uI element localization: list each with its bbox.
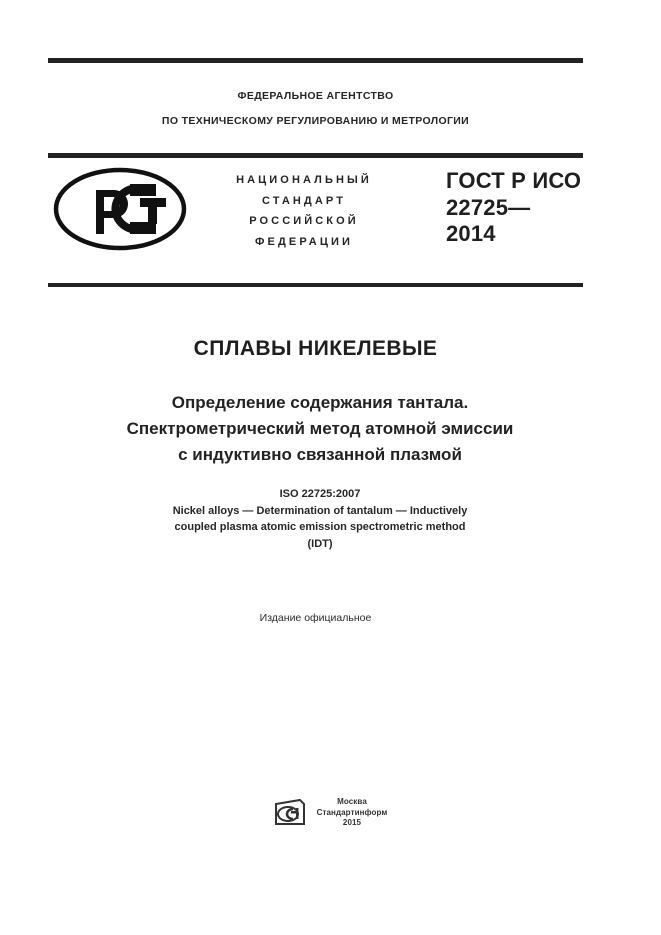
- iso-title-line1: Nickel alloys — Determination of tantalum — Inductively: [172, 504, 468, 517]
- designation-line1: ГОСТ Р ИСО: [446, 168, 582, 193]
- iso-equivalence-degree: (IDT): [307, 537, 333, 550]
- national-standard-line1: НАЦИОНАЛЬНЫЙ: [236, 174, 372, 186]
- designation-line3: 2014: [446, 221, 496, 246]
- iso-title-line2: coupled plasma atomic emission spectrometric method: [174, 521, 466, 533]
- national-standard-label: [196, 170, 412, 252]
- national-standard-line2: СТАНДАРТ: [261, 194, 347, 207]
- document-subtitle: [70, 390, 570, 468]
- publisher-block: [0, 797, 661, 829]
- divider-rule-top: [48, 58, 583, 63]
- iso-reference-number: ISO 22725:2007: [279, 488, 361, 500]
- agency-name-line2: ПО ТЕХНИЧЕСКОМУ РЕГУЛИРОВАНИЮ И МЕТРОЛОГИИ: [161, 115, 470, 127]
- subtitle-line3: с индуктивно связанной плазмой: [178, 445, 462, 464]
- edition-note: Издание официальное: [259, 612, 372, 624]
- rst-emblem-icon: [52, 166, 188, 252]
- iso-reference-block: [70, 486, 570, 552]
- national-standard-line4: ФЕДЕРАЦИИ: [255, 235, 353, 248]
- subtitle-line2: Спектрометрический метод атомной эмиссии: [126, 419, 514, 438]
- standard-designation: [446, 168, 626, 248]
- designation-line2: 22725—: [446, 194, 531, 220]
- divider-rule-middle: [48, 153, 583, 158]
- publisher-name: Стандартинформ: [316, 807, 388, 817]
- divider-rule-bottom: [48, 283, 583, 287]
- standartinform-logo-icon: [274, 798, 308, 828]
- publisher-year: 2015: [342, 818, 362, 827]
- page-title: СПЛАВЫ НИКЕЛЕВЫЕ: [193, 337, 438, 360]
- national-standard-line3: РОССИЙСКОЙ: [249, 215, 359, 227]
- publisher-city: Москва: [337, 797, 367, 806]
- publisher-text: [317, 797, 388, 829]
- agency-name-line1: ФЕДЕРАЛЬНОЕ АГЕНТСТВО: [237, 90, 394, 102]
- subtitle-line1: Определение содержания тантала.: [171, 393, 469, 412]
